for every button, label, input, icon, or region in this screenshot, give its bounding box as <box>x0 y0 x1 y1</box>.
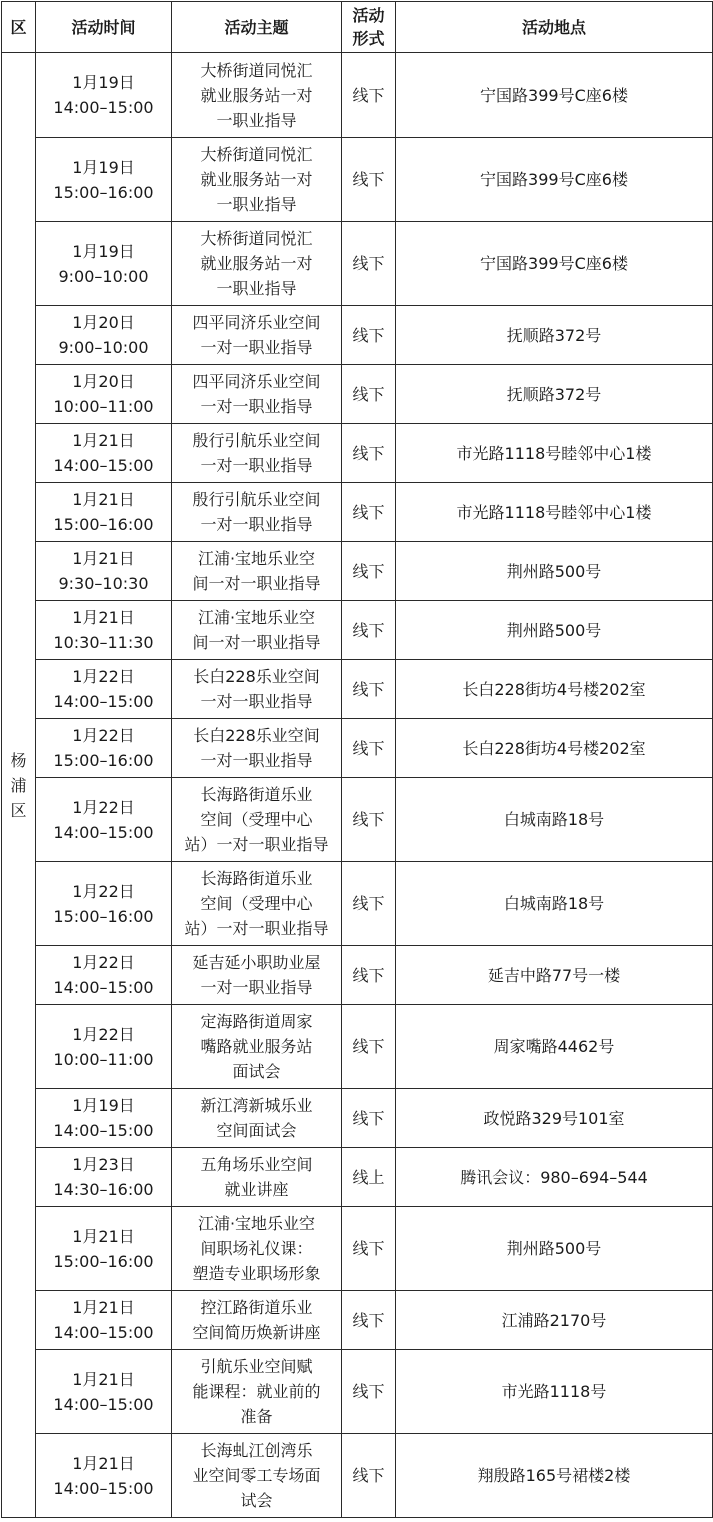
location-cell: 抚顺路372号 <box>396 365 713 424</box>
time-range-text: 15:00–16:00 <box>53 182 154 202</box>
time-range-text: 14:30–16:00 <box>53 1180 154 1199</box>
table-row <box>2 862 713 946</box>
time-cell <box>36 222 172 306</box>
table-row <box>2 1089 713 1148</box>
header-time: 活动时间 <box>36 2 172 53</box>
topic-cell: 定海路街道周家 嘴路就业服务站 面试会 <box>172 1005 342 1089</box>
topic-cell: 四平同济乐业空间 一对一职业指导 <box>172 306 342 365</box>
time-range-text: 14:00–15:00 <box>53 978 154 997</box>
time-range-text: 15:00–16:00 <box>53 751 154 770</box>
format-cell: 线下 <box>342 1207 396 1291</box>
location-cell: 延吉中路77号一楼 <box>396 946 713 1005</box>
format-cell: 线下 <box>342 1005 396 1089</box>
format-cell: 线下 <box>342 778 396 862</box>
table-row <box>2 660 713 719</box>
topic-cell: 大桥街道同悦汇 就业服务站一对 一职业指导 <box>172 53 342 138</box>
date-text: 1月21日 <box>72 549 135 568</box>
time-cell <box>36 1148 172 1207</box>
date-text: 1月22日 <box>72 726 135 745</box>
location-cell: 市光路1118号睦邻中心1楼 <box>396 483 713 542</box>
header-row <box>2 2 713 53</box>
time-cell <box>36 483 172 542</box>
table-row <box>2 1350 713 1434</box>
time-range-text: 14:00–15:00 <box>53 456 154 475</box>
topic-cell: 江浦·宝地乐业空 间职场礼仪课： 塑造专业职场形象 <box>172 1207 342 1291</box>
topic-cell: 大桥街道同悦汇 就业服务站一对 一职业指导 <box>172 222 342 306</box>
time-cell <box>36 138 172 222</box>
format-cell: 线下 <box>342 719 396 778</box>
location-cell: 长白228街坊4号楼202室 <box>396 719 713 778</box>
topic-cell: 长白228乐业空间 一对一职业指导 <box>172 660 342 719</box>
time-cell <box>36 719 172 778</box>
time-cell <box>36 660 172 719</box>
district-cell: 杨 浦 区 <box>2 53 36 1518</box>
format-cell: 线下 <box>342 862 396 946</box>
time-range-text: 9:30–10:30 <box>58 574 149 593</box>
time-cell <box>36 1089 172 1148</box>
date-text: 1月22日 <box>72 953 135 972</box>
format-cell: 线下 <box>342 542 396 601</box>
format-cell: 线下 <box>342 1434 396 1518</box>
topic-cell: 五角场乐业空间 就业讲座 <box>172 1148 342 1207</box>
table-row <box>2 424 713 483</box>
date-text: 1月19日 <box>72 241 135 261</box>
location-cell: 市光路1118号睦邻中心1楼 <box>396 424 713 483</box>
location-cell: 宁国路399号C座6楼 <box>396 222 713 306</box>
date-text: 1月21日 <box>72 431 135 450</box>
table-row <box>2 483 713 542</box>
format-cell: 线下 <box>342 1089 396 1148</box>
format-cell: 线下 <box>342 1350 396 1434</box>
table-row <box>2 365 713 424</box>
header-location: 活动地点 <box>396 2 713 53</box>
location-cell: 政悦路329号101室 <box>396 1089 713 1148</box>
time-range-text: 15:00–16:00 <box>53 906 154 926</box>
topic-cell: 长海路街道乐业 空间（受理中心 站）一对一职业指导 <box>172 778 342 862</box>
time-range-text: 14:00–15:00 <box>53 1478 154 1498</box>
time-cell <box>36 53 172 138</box>
time-range-text: 14:00–15:00 <box>53 1323 154 1342</box>
topic-cell: 长白228乐业空间 一对一职业指导 <box>172 719 342 778</box>
format-cell: 线下 <box>342 365 396 424</box>
table-row <box>2 1148 713 1207</box>
topic-cell: 长海路街道乐业 空间（受理中心 站）一对一职业指导 <box>172 862 342 946</box>
time-cell <box>36 1350 172 1434</box>
time-cell <box>36 946 172 1005</box>
format-cell: 线下 <box>342 53 396 138</box>
time-cell <box>36 1005 172 1089</box>
location-cell: 白城南路18号 <box>396 862 713 946</box>
format-cell: 线下 <box>342 660 396 719</box>
table-row <box>2 53 713 138</box>
date-text: 1月19日 <box>72 157 135 177</box>
time-cell <box>36 1291 172 1350</box>
date-text: 1月23日 <box>72 1155 135 1174</box>
time-range-text: 14:00–15:00 <box>53 98 154 117</box>
time-range-text: 15:00–16:00 <box>53 1251 154 1271</box>
date-text: 1月21日 <box>72 1298 135 1317</box>
format-cell: 线下 <box>342 424 396 483</box>
table-row <box>2 1207 713 1291</box>
date-text: 1月22日 <box>72 797 135 817</box>
header-format: 活动 形式 <box>342 2 396 53</box>
time-range-text: 9:00–10:00 <box>58 266 149 286</box>
header-district: 区 <box>2 2 36 53</box>
location-cell: 长白228街坊4号楼202室 <box>396 660 713 719</box>
table-row <box>2 542 713 601</box>
table-row <box>2 1291 713 1350</box>
time-range-text: 14:00–15:00 <box>53 1121 154 1140</box>
header-topic: 活动主题 <box>172 2 342 53</box>
location-cell: 翔殷路165号裙楼2楼 <box>396 1434 713 1518</box>
time-range-text: 10:30–11:30 <box>53 633 154 652</box>
date-text: 1月19日 <box>72 1096 135 1115</box>
topic-cell: 四平同济乐业空间 一对一职业指导 <box>172 365 342 424</box>
time-range-text: 14:00–15:00 <box>53 822 154 842</box>
table-row <box>2 601 713 660</box>
topic-cell: 江浦·宝地乐业空 间一对一职业指导 <box>172 542 342 601</box>
date-text: 1月21日 <box>72 1453 135 1473</box>
date-text: 1月19日 <box>72 73 135 92</box>
date-text: 1月22日 <box>72 881 135 901</box>
topic-cell: 殷行引航乐业空间 一对一职业指导 <box>172 424 342 483</box>
location-cell: 荆州路500号 <box>396 542 713 601</box>
topic-cell: 长海虬江创湾乐 业空间零工专场面 试会 <box>172 1434 342 1518</box>
topic-cell: 江浦·宝地乐业空 间一对一职业指导 <box>172 601 342 660</box>
time-cell <box>36 1207 172 1291</box>
time-range-text: 10:00–11:00 <box>53 1049 154 1069</box>
location-cell: 宁国路399号C座6楼 <box>396 138 713 222</box>
date-text: 1月22日 <box>72 667 135 686</box>
date-text: 1月20日 <box>72 313 135 332</box>
activity-schedule-table <box>1 1 713 1518</box>
topic-cell: 新江湾新城乐业 空间面试会 <box>172 1089 342 1148</box>
date-text: 1月21日 <box>72 490 135 509</box>
topic-cell: 殷行引航乐业空间 一对一职业指导 <box>172 483 342 542</box>
date-text: 1月21日 <box>72 1369 135 1389</box>
format-cell: 线下 <box>342 483 396 542</box>
date-text: 1月21日 <box>72 1226 135 1246</box>
format-cell: 线上 <box>342 1148 396 1207</box>
location-cell: 腾讯会议：980–694–544 <box>396 1148 713 1207</box>
location-cell: 江浦路2170号 <box>396 1291 713 1350</box>
time-range-text: 14:00–15:00 <box>53 692 154 711</box>
table-row <box>2 1005 713 1089</box>
time-range-text: 15:00–16:00 <box>53 515 154 534</box>
format-cell: 线下 <box>342 222 396 306</box>
time-range-text: 9:00–10:00 <box>58 338 149 357</box>
format-cell: 线下 <box>342 138 396 222</box>
topic-cell: 控江路街道乐业 空间简历焕新讲座 <box>172 1291 342 1350</box>
table-row <box>2 222 713 306</box>
date-text: 1月21日 <box>72 608 135 627</box>
topic-cell: 大桥街道同悦汇 就业服务站一对 一职业指导 <box>172 138 342 222</box>
table-body <box>2 53 713 1518</box>
time-range-text: 14:00–15:00 <box>53 1394 154 1414</box>
location-cell: 周家嘴路4462号 <box>396 1005 713 1089</box>
topic-cell: 延吉延小职助业屋 一对一职业指导 <box>172 946 342 1005</box>
time-cell <box>36 862 172 946</box>
table-row <box>2 778 713 862</box>
table-row <box>2 306 713 365</box>
location-cell: 白城南路18号 <box>396 778 713 862</box>
format-cell: 线下 <box>342 946 396 1005</box>
date-text: 1月20日 <box>72 372 135 391</box>
table-row <box>2 138 713 222</box>
time-cell <box>36 1434 172 1518</box>
time-cell <box>36 365 172 424</box>
time-cell <box>36 542 172 601</box>
format-cell: 线下 <box>342 306 396 365</box>
location-cell: 荆州路500号 <box>396 601 713 660</box>
time-cell <box>36 424 172 483</box>
location-cell: 市光路1118号 <box>396 1350 713 1434</box>
location-cell: 荆州路500号 <box>396 1207 713 1291</box>
location-cell: 宁国路399号C座6楼 <box>396 53 713 138</box>
time-range-text: 10:00–11:00 <box>53 397 154 416</box>
topic-cell: 引航乐业空间赋 能课程：就业前的 准备 <box>172 1350 342 1434</box>
time-cell <box>36 306 172 365</box>
format-cell: 线下 <box>342 1291 396 1350</box>
time-cell <box>36 601 172 660</box>
table-row <box>2 719 713 778</box>
table-row <box>2 1434 713 1518</box>
table-row <box>2 946 713 1005</box>
format-cell: 线下 <box>342 601 396 660</box>
location-cell: 抚顺路372号 <box>396 306 713 365</box>
time-cell <box>36 778 172 862</box>
date-text: 1月22日 <box>72 1024 135 1044</box>
